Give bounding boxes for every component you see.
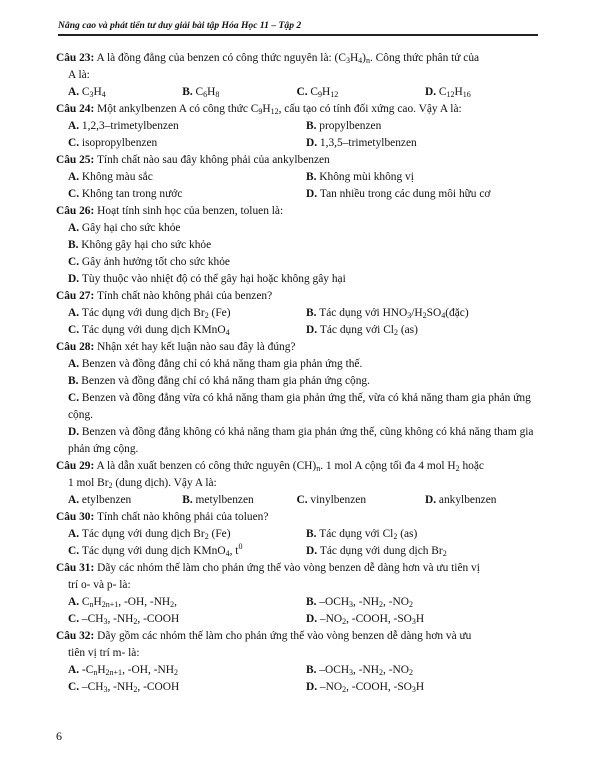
question-31-number: Câu 31: (56, 562, 95, 574)
q25-option-b[interactable]: B. Không mùi không vị (306, 171, 414, 183)
q32-option-c[interactable]: C. $-CH_3$, $-NH_2$, -COOH (68, 681, 180, 694)
page-number: 6 (56, 729, 62, 743)
question-list (56, 50, 544, 696)
question-32-number: Câu 32: (56, 630, 95, 642)
question-32-options (56, 662, 544, 696)
q28-option-a[interactable]: A. Benzen và đồng đẳng chỉ có khả năng tham gia phản ứng thế. (68, 358, 363, 370)
q24-option-d[interactable]: D. 1,3,5–trimetylbenzen (306, 137, 417, 149)
q26-option-d[interactable]: D. Tùy thuộc vào nhiệt độ có thể gây hại hoặc không gây hại (68, 273, 346, 285)
q29-option-d[interactable]: D. ankylbenzen (424, 494, 497, 506)
question-28 (56, 339, 544, 458)
question-27-stem: Câu 27: Tính chất nào không phải của benzen? (56, 290, 273, 302)
q32-option-d[interactable]: D. $-NO_2$, -COOH, $-SO_3H$ (306, 681, 425, 694)
q28-option-d[interactable]: D. Benzen và đồng đẳng không có khả năng tham gia phản ứng thế, cũng không có khả năng tham gia phản ứng cộng. (68, 426, 534, 455)
question-26-stem: Câu 26: Hoạt tính sinh học của benzen, toluen là: (56, 205, 284, 217)
q26-option-a[interactable]: A. Gây hại cho sức khỏe (68, 222, 181, 234)
question-29-stem: Câu 29: A là dẫn xuất benzen có công thức nguyên $(CH)_n$. 1 mol A cộng tối đa 4 mol $H_2$ hoặc (56, 460, 484, 473)
q24-option-b[interactable]: B. propylbenzen (306, 120, 382, 132)
q32-option-a[interactable]: A. $-C_nH_{2n+1}$, -OH, $-NH_2$ (68, 664, 178, 677)
question-30 (56, 509, 544, 560)
q29-option-a[interactable]: A. etylbenzen (68, 494, 132, 506)
q31-option-b[interactable]: B. $-OCH_3$, $-NH_2$, $-NO_2$ (306, 596, 413, 609)
question-28-number: Câu 28: (56, 341, 95, 353)
question-24-stem: Câu 24: Một ankylbenzen A có công thức $C_9H_{12}$, cấu tạo có tính đối xứng cao. Vậy A là: (56, 103, 462, 116)
q32-option-b[interactable]: B. $-OCH_3$, $-NH_2$, $-NO_2$ (306, 664, 413, 677)
q31-option-d[interactable]: D. $-NO_2$, -COOH, $-SO_3H$ (306, 613, 425, 626)
question-24-number: Câu 24: (56, 103, 95, 115)
q30-option-d[interactable]: D. Tác dụng với dung dịch $Br_2$ (306, 545, 447, 558)
question-26-number: Câu 26: (56, 205, 95, 217)
question-30-number: Câu 30: (56, 511, 95, 523)
page-header: Nâng cao và phát tiển tư duy giải bài tập Hóa Học 11 – Tập 2 (58, 20, 538, 36)
q29-option-c[interactable]: C. vinylbenzen (296, 494, 367, 506)
q24-option-c[interactable]: C. isopropylbenzen (68, 137, 158, 149)
question-27 (56, 288, 544, 339)
question-27-number: Câu 27: (56, 290, 95, 302)
question-32: Câu 32: Dãy gồm các nhóm thế làm cho phản ứng thế vào vòng benzen dễ dàng hơn và ưu tiên vị trí m- là: A. $-C_nH_{2n+1}$, -OH, $-NH_2$ B. $-OCH_3$, $-NH_2$, $-NO_2$ C. $-CH_3$, $-NH_2$, -COOH D. $-NO_2$, -COOH, $-SO_3H$ (56, 628, 544, 696)
q27-option-d[interactable]: D. Tác dụng với $Cl_2$ (as) (306, 324, 418, 337)
question-28-stem: Câu 28: Nhận xét hay kết luận nào sau đây là đúng? (56, 341, 296, 353)
q27-option-a[interactable]: A. Tác dụng với dung dịch $Br_2$ (Fe) (68, 307, 231, 320)
q28-option-c[interactable]: C. Benzen và đồng đẳng vừa có khả năng tham gia phản ứng thế, vừa có khả năng tham gia phản ứng cộng. (68, 392, 531, 421)
question-23-options (56, 84, 544, 101)
question-31-options (56, 594, 544, 628)
question-23: Câu 23: A là đồng đẳng của benzen có công thức nguyên là: $(C_3H_4)_n$. Công thức phân tử của A là: A. $C_3H_4$ B. $C_6H_8$ C. $C_9H_{12}$ D. $C_{12}H_{16}$ (56, 50, 544, 101)
q27-option-b[interactable]: B. Tác dụng với $HNO_3/H_2SO_4(đặc)$ (306, 307, 469, 320)
question-23-stem: Câu 23: A là đồng đẳng của benzen có công thức nguyên là: $(C_3H_4)_n$. Công thức phân tử của (56, 52, 480, 65)
q27-option-c[interactable]: C. Tác dụng với dung dịch KMnO$_4$ (68, 324, 230, 337)
q29-option-b[interactable]: B. metylbenzen (182, 494, 254, 506)
q25-option-c[interactable]: C. Không tan trong nước (68, 188, 183, 200)
q23-option-b[interactable]: B. $C_6H_8$ (182, 86, 220, 99)
q30-option-c[interactable]: C. Tác dụng với dung dịch KMnO$_4$, $t^0$ (68, 542, 243, 558)
q28-option-b[interactable]: B. Benzen và đồng đẳng chỉ có khả năng tham gia phản ứng cộng. (68, 375, 370, 387)
question-30-stem: Câu 30: Tính chất nào không phải của toluen? (56, 511, 269, 523)
q25-option-d[interactable]: D. Tan nhiều trong các dung môi hữu cơ (306, 188, 491, 200)
q26-option-c[interactable]: C. Gây ảnh hưởng tốt cho sức khỏe (68, 256, 230, 268)
question-25-options (56, 169, 544, 203)
q25-option-a[interactable]: A. Không màu sắc (68, 171, 153, 183)
q23-option-d[interactable]: D. $C_{12}H_{16}$ (424, 86, 471, 99)
q26-option-b[interactable]: B. Không gây hại cho sức khỏe (68, 239, 212, 251)
q24-option-a[interactable]: A. 1,2,3–trimetylbenzen (68, 120, 179, 132)
q30-option-a[interactable]: A. Tác dụng với dung dịch $Br_2$ (Fe) (68, 528, 231, 541)
q31-option-a[interactable]: A. $C_nH_{2n+1}$, -OH, $-NH_2$, (68, 596, 178, 609)
question-31-stem: Câu 31: Dãy các nhóm thế làm cho phản ứng thế vào vòng benzen dễ dàng hơn và ưu tiên vị (56, 562, 480, 574)
question-23-number: Câu 23: (56, 52, 95, 64)
question-29-number: Câu 29: (56, 460, 95, 472)
question-25-number: Câu 25: (56, 154, 95, 166)
question-30-options (56, 526, 544, 560)
question-32-stem: Câu 32: Dãy gồm các nhóm thế làm cho phản ứng thế vào vòng benzen dễ dàng hơn và ưu (56, 630, 472, 642)
question-24 (56, 101, 544, 152)
question-25 (56, 152, 544, 203)
question-26 (56, 203, 544, 288)
question-24-options (56, 118, 544, 152)
question-31: Câu 31: Dãy các nhóm thế làm cho phản ứng thế vào vòng benzen dễ dàng hơn và ưu tiên vị trí o- và p- là: A. $C_nH_{2n+1}$, -OH, $-NH_2$, B. $-OCH_3$, $-NH_2$, $-NO_2$ C. $-CH_3$, $-NH_2$, -COOH D. $-NO_2$, -COOH, $-SO_3H$ (56, 560, 544, 628)
question-29-options (56, 492, 544, 509)
question-25-stem: Câu 25: Tính chất nào sau đây không phải của ankylbenzen (56, 154, 330, 166)
q30-option-b[interactable]: B. Tác dụng với $Cl_2$ (as) (306, 528, 418, 541)
question-27-options (56, 305, 544, 339)
question-29: Câu 29: A là dẫn xuất benzen có công thức nguyên $(CH)_n$. 1 mol A cộng tối đa 4 mol $H_2$ hoặc 1 mol $Br_2$ (dung dịch). Vậy A là: A. etylbenzen B. metylbenzen C. vinylbenzen D. ankylbenzen (56, 458, 544, 509)
q31-option-c[interactable]: C. $-CH_3$, $-NH_2$, -COOH (68, 613, 180, 626)
q23-option-a[interactable]: A. $C_3H_4$ (68, 86, 106, 99)
q23-option-c[interactable]: C. $C_9H_{12}$ (296, 86, 339, 99)
